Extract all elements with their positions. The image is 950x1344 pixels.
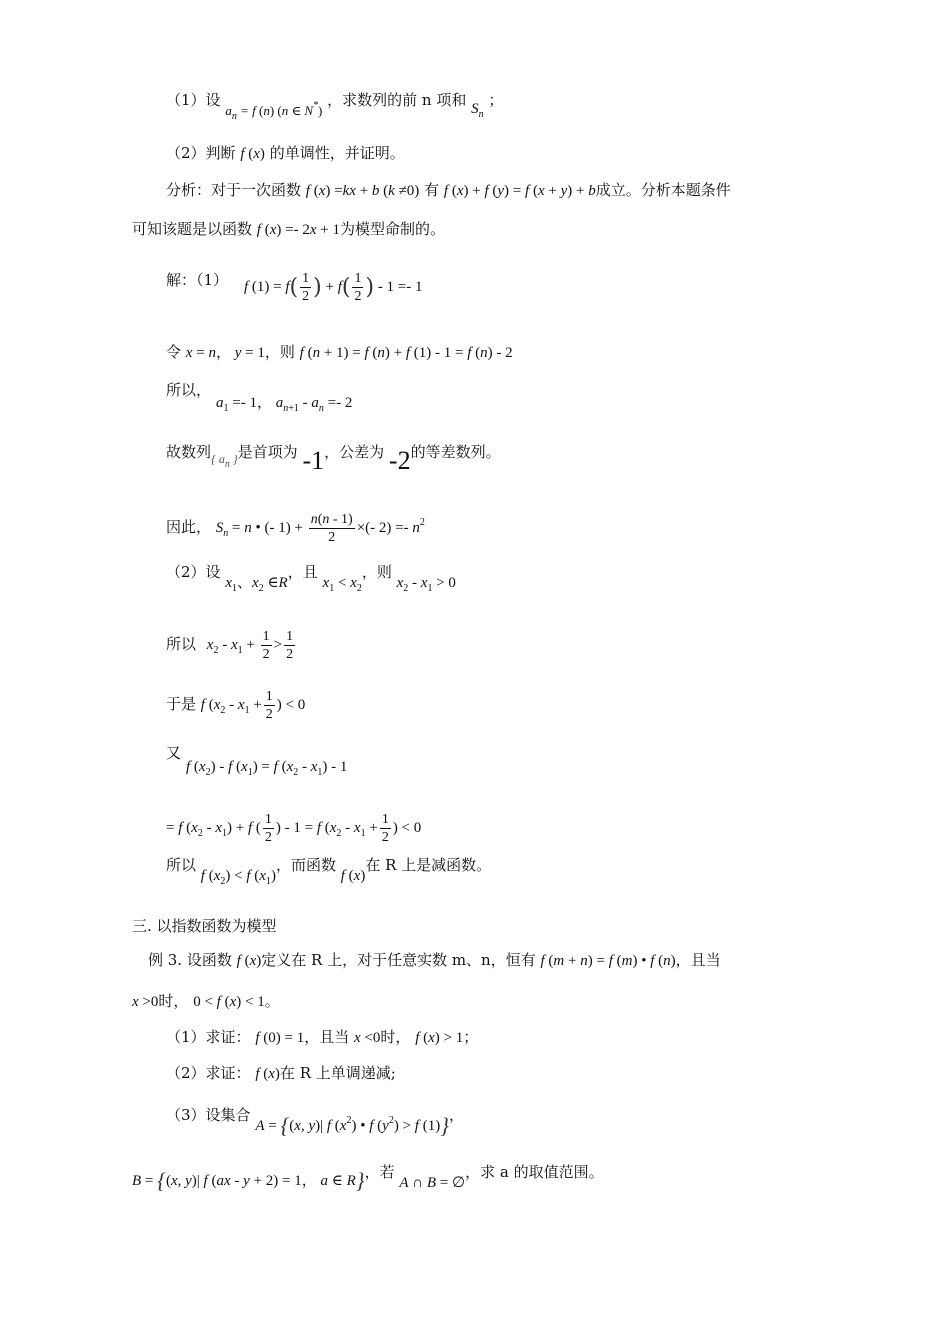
part1-text: ，求数列的前 n 项和 bbox=[327, 91, 467, 109]
difference-positive: $x_2 - x_1 > 0$ bbox=[396, 575, 456, 594]
sum-formula: $S_n = n$ • (- 1) + bbox=[215, 520, 307, 539]
analysis-label: 分析：对于一次函数 bbox=[166, 181, 302, 199]
seq-text-a: 故数列 bbox=[166, 443, 212, 461]
analysis-text: 成立。分析本题条件 bbox=[595, 181, 731, 199]
also-text: 又 bbox=[166, 744, 182, 762]
substitution-line bbox=[166, 342, 513, 363]
sum-result-line: 因此， $S_n = n$ • (- 1) + $\frac{n(n - 1)}{2}$ ×(- $2) =- n^2$ bbox=[166, 511, 425, 545]
inequality-formula-2: f ($x_2 - x_1$ + bbox=[200, 697, 262, 716]
seq-text-b: 是首项为 bbox=[237, 443, 298, 461]
q1-text-c: 时， bbox=[380, 1028, 411, 1046]
analysis-mid: 有 bbox=[424, 181, 440, 199]
part2-text: 的单调性，并证明。 bbox=[269, 144, 405, 162]
arithmetic-sequence-line bbox=[166, 442, 501, 475]
fx-greater-1: f (x) > 1 bbox=[415, 1030, 464, 1046]
then-text: ，则 bbox=[264, 343, 295, 361]
analysis-line-2 bbox=[132, 219, 445, 240]
q3-text-c: ，若 bbox=[364, 1163, 395, 1181]
solution-label bbox=[166, 270, 228, 290]
thus-text: 于是 bbox=[166, 695, 197, 713]
expansion-formula: = f $(x_2 - x_1) + f$ ( bbox=[166, 820, 261, 839]
equation-f1: f (1) = f( $\frac{1}{2}$ ) + f( $\frac{1}{2}$ ) - 1 =- 1 bbox=[244, 270, 423, 304]
q3-text-a: （3）设集合 bbox=[166, 1106, 251, 1124]
solution-label-text: 解：（1） bbox=[166, 271, 229, 289]
inequality-line-2: 于是 f ($x_2 - x_1$ + $\frac{1}{2}$ ) < 0 bbox=[166, 688, 306, 722]
q1-text-a: （1）求证： bbox=[166, 1028, 251, 1046]
hence-text: 因此， bbox=[166, 518, 212, 536]
analysis-line2-text: 可知该题是以函数 bbox=[132, 220, 253, 238]
x1-less-x2: $x_1 < x_2$ bbox=[322, 575, 362, 594]
q3-text-b: ， bbox=[449, 1106, 465, 1124]
multiplicative-property-formula: f (m + n) = f (m) • f (n) bbox=[540, 953, 676, 969]
example-3-part-1 bbox=[166, 1027, 478, 1048]
f0-equals-1: f (0) = 1 bbox=[255, 1030, 305, 1046]
q2-fx: f (x) bbox=[255, 1066, 280, 1082]
p2-text-a: （2）设 bbox=[166, 563, 221, 581]
conclusion-mid: ，而函数 bbox=[275, 856, 336, 874]
difference-equation: f $(x_2)$ - f $(x_1) = f$ $(x_2 - x_1) - 1$ bbox=[186, 759, 348, 778]
example-3-line-2 bbox=[132, 991, 280, 1012]
also-line bbox=[166, 743, 181, 763]
q1-text-b: ，且当 bbox=[304, 1028, 350, 1046]
linear-function-formula: f (x) =kx + b (k ≠0) bbox=[305, 183, 420, 199]
empty-intersection: A ∩ B = ∅ bbox=[399, 1175, 466, 1191]
ex3-text-d: 时， bbox=[158, 992, 189, 1010]
q2-text-a: （2）求证： bbox=[166, 1064, 251, 1082]
model-function-formula: f (x) =- 2x + 1 bbox=[256, 222, 340, 238]
p2-text-c: ，则 bbox=[361, 563, 392, 581]
set-a-definition: A = {(x, y)| f $(x^2)$ • f $(y^2) > f$ (1)} bbox=[255, 1113, 450, 1138]
example-3-line-1 bbox=[148, 950, 721, 971]
part2-label: （2）判断 bbox=[166, 144, 236, 162]
so-line bbox=[166, 380, 211, 400]
conclusion-line bbox=[166, 855, 492, 887]
ex3-text-c: ，且当 bbox=[675, 951, 721, 969]
part1-label: （1）设 bbox=[166, 91, 221, 109]
x-positive: x >0 bbox=[132, 994, 159, 1010]
set-b-definition: B = {(x, y)| f (ax - y + 2) = 1， a ∈ R} bbox=[132, 1168, 365, 1193]
q3-text-d: ，求 a 的取值范围。 bbox=[465, 1163, 604, 1181]
so3-text: 所以 bbox=[166, 856, 197, 874]
let-text: 令 bbox=[166, 343, 182, 361]
additive-property-formula: f (x) + f (y) = f (x + y) + b bbox=[443, 183, 596, 199]
ex3-text-b: 定义在 R 上，对于任意实数 m、n，恒有 bbox=[261, 951, 536, 969]
problem-part-1: （1）设 $a_n = f$ (n) (n ∈ N*) ，求数列的前 n 项和 $S_n$ ； bbox=[166, 91, 504, 122]
sum-symbol: $S_n$ bbox=[471, 101, 484, 120]
sum-fraction: $\frac{n(n - 1)}{2}$ bbox=[310, 511, 353, 545]
inequality-formula-1: $x_2 - x_1$ + bbox=[206, 637, 259, 656]
expansion-equation: = f $(x_2 - x_1) + f$ ( $\frac{1}{2}$ ) - 1 = f ($x_2 - x_1$ + $\frac{1}{2}$ ) < 0 bbox=[166, 811, 422, 845]
part2-fx: f (x) bbox=[240, 146, 265, 162]
example-3-part-2 bbox=[166, 1063, 396, 1084]
ex3-fx: f (x) bbox=[236, 953, 262, 969]
example-3-part-3 bbox=[166, 1101, 465, 1138]
seq-text-c: ，公差为 bbox=[324, 443, 385, 461]
example-3-set-b-line bbox=[132, 1162, 604, 1193]
p2-text-b: ，且 bbox=[287, 563, 318, 581]
sequence-terms-formula: $a_1 =- 1$， $a_{n+1} - a_n =- 2$ bbox=[216, 395, 353, 414]
section-3-title-text: 三. 以指数函数为模型 bbox=[132, 917, 277, 935]
conclusion-end: 在 R 上是减函数。 bbox=[365, 856, 492, 874]
q2-text-b: 在 R 上单调递减; bbox=[279, 1064, 396, 1082]
ex3-text-e: 。 bbox=[264, 992, 280, 1010]
x-negative: x <0 bbox=[354, 1030, 381, 1046]
common-difference-value: -2 bbox=[388, 446, 411, 475]
section-3-title bbox=[132, 916, 277, 936]
part1-formula: $a_n = f$ (n) (n ∈ N*) bbox=[225, 100, 323, 122]
substitution-formula: x = n， y = 1 bbox=[185, 345, 265, 361]
so2-text: 所以 bbox=[166, 635, 197, 653]
sequence-symbol: { an } bbox=[211, 452, 238, 470]
q1-text-d: ； bbox=[463, 1028, 479, 1046]
analysis-line-1 bbox=[166, 180, 731, 201]
analysis-line2-tail: 为模型命制的。 bbox=[339, 220, 445, 238]
x1-x2-in-r: $x_1$、$x_2$ ∈R bbox=[225, 575, 288, 594]
seq-text-d: 的等差数列。 bbox=[410, 443, 501, 461]
range-condition: 0 < f (x) < 1 bbox=[193, 994, 265, 1010]
ex3-text-a: 例 3. 设函数 bbox=[148, 951, 232, 969]
recurrence-formula: f (n + 1) = f (n) + f (1) - 1 = f (n) - 2 bbox=[299, 345, 513, 361]
decreasing-inequality: f $(x_2) < f$ $(x_1)$ bbox=[200, 868, 276, 887]
first-term-value: -1 bbox=[302, 446, 325, 475]
part2-proof-setup bbox=[166, 562, 456, 594]
problem-part-2 bbox=[166, 143, 405, 164]
inequality-line-1: 所以 $x_2 - x_1$ + $\frac{1}{2}$ > $\frac{1}{2}$ bbox=[166, 628, 294, 662]
so-text: 所以， bbox=[166, 381, 212, 399]
conclusion-fx: f (x) bbox=[340, 868, 366, 884]
